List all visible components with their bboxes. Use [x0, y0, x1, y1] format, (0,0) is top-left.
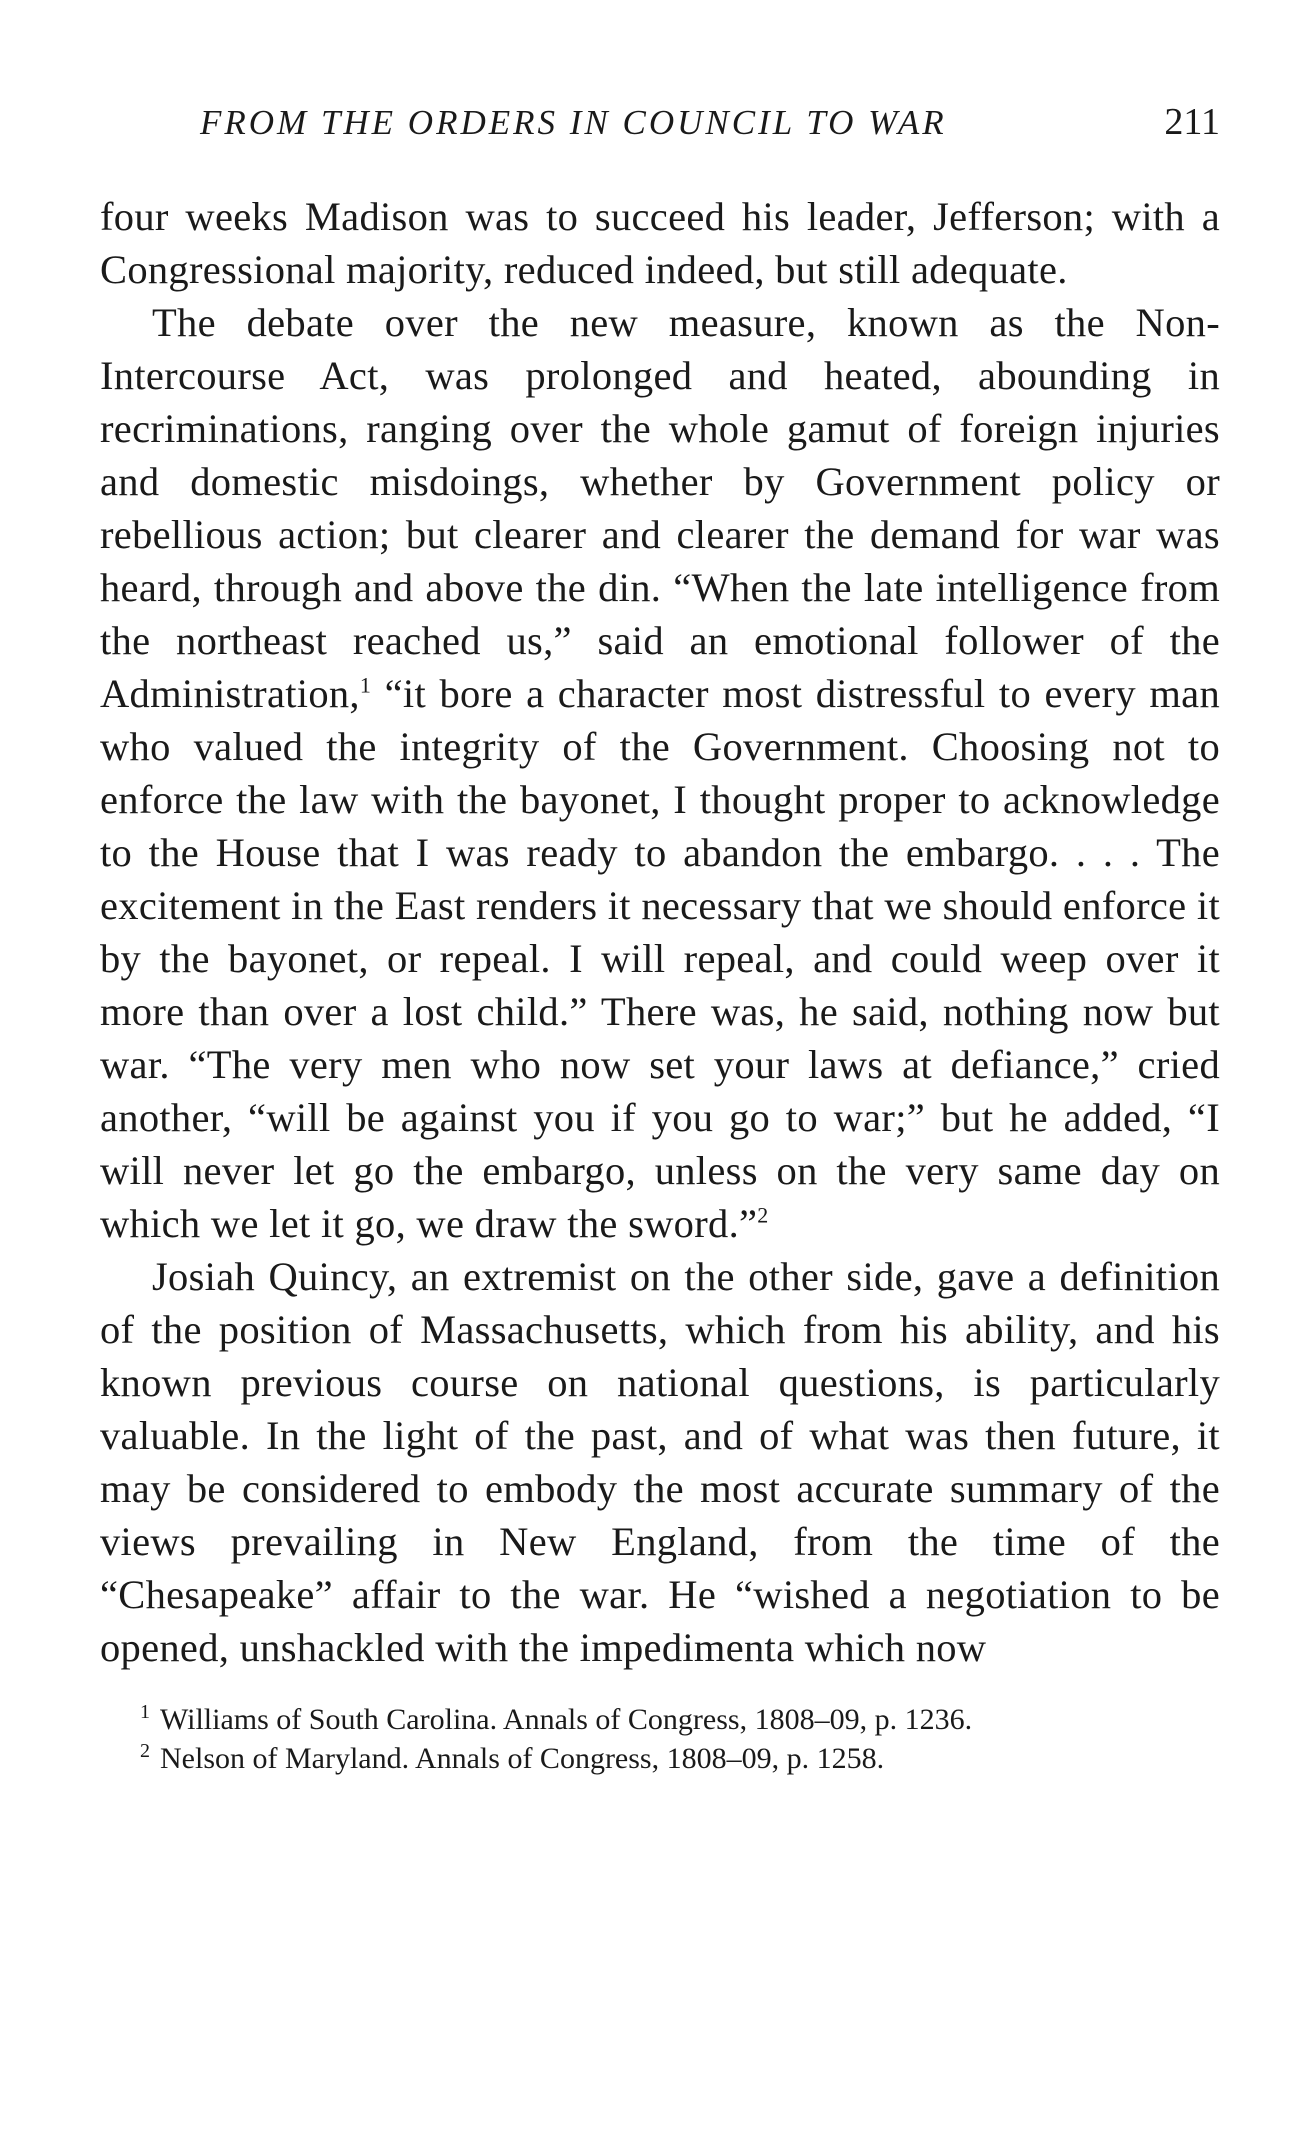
footnotes	[100, 1700, 1220, 1778]
footnote	[140, 1739, 1220, 1778]
paragraph-text: “it bore a character most distressful to every man who valued the integrity of the Government. Choosing not to enforce the law with the bayonet, I thought proper to acknowledge to the House that I was ready to abandon the embargo. . . . The excitement in the East renders it necessary that we should enforce it by the bayonet, or repeal. I will repeal, and could weep over it more than over a lost child.” There was, he said, nothing now but war. “The very men who now set your laws at defiance,” cried another, “will be against you if you go to war;” but he added, “I will never let go the embargo, unless on the very same day on which we let it go, we draw the sword.”	[100, 671, 1220, 1246]
page-header	[100, 100, 1220, 160]
paragraph-3	[100, 1250, 1220, 1674]
paragraph-text: The debate over the new measure, known as the Non-Intercourse Act, was prolonged and heated, abounding in recriminations, ranging over the whole gamut of foreign injuries and domestic misdoings, whether by Government policy or rebellious action; but clearer and clearer the demand for war was heard, through and above the din. “When the late intelligence from the northeast reached us,” said an emotional follower of the Administration,	[100, 300, 1220, 716]
paragraph-text: four weeks Madison was to succeed his leader, Jefferson; with a Congressional majority, reduced indeed, but still adequate.	[100, 194, 1220, 292]
paragraph-text: Josiah Quincy, an extremist on the other side, gave a definition of the position of Massachusetts, which from his ability, and his known previous course on national questions, is particularly valuable. In the light of the past, and of what was then future, it may be considered to embody the most accurate summary of the views prevailing in New England, from the time of the “Chesapeake” affair to the war. He “wished a negotiation to be opened, unshackled with the impedimenta which now	[100, 1254, 1220, 1670]
footnote-number: 1	[140, 1701, 150, 1723]
footnote-number: 2	[140, 1740, 150, 1762]
footnote-marker: 2	[757, 1202, 769, 1228]
footnote-marker: 1	[359, 672, 372, 698]
paragraph-2	[100, 296, 1220, 1250]
footnote	[140, 1700, 1220, 1739]
running-title: FROM THE ORDERS IN COUNCIL TO WAR	[200, 103, 947, 142]
book-page	[100, 100, 1220, 1778]
paragraph-1	[100, 190, 1220, 296]
footnote-text: Williams of South Carolina. Annals of Congress, 1808–09, p. 1236.	[160, 1703, 973, 1736]
page-number: 211	[1164, 101, 1220, 143]
footnote-text: Nelson of Maryland. Annals of Congress, 1808–09, p. 1258.	[160, 1742, 885, 1775]
body-text	[100, 190, 1220, 1674]
